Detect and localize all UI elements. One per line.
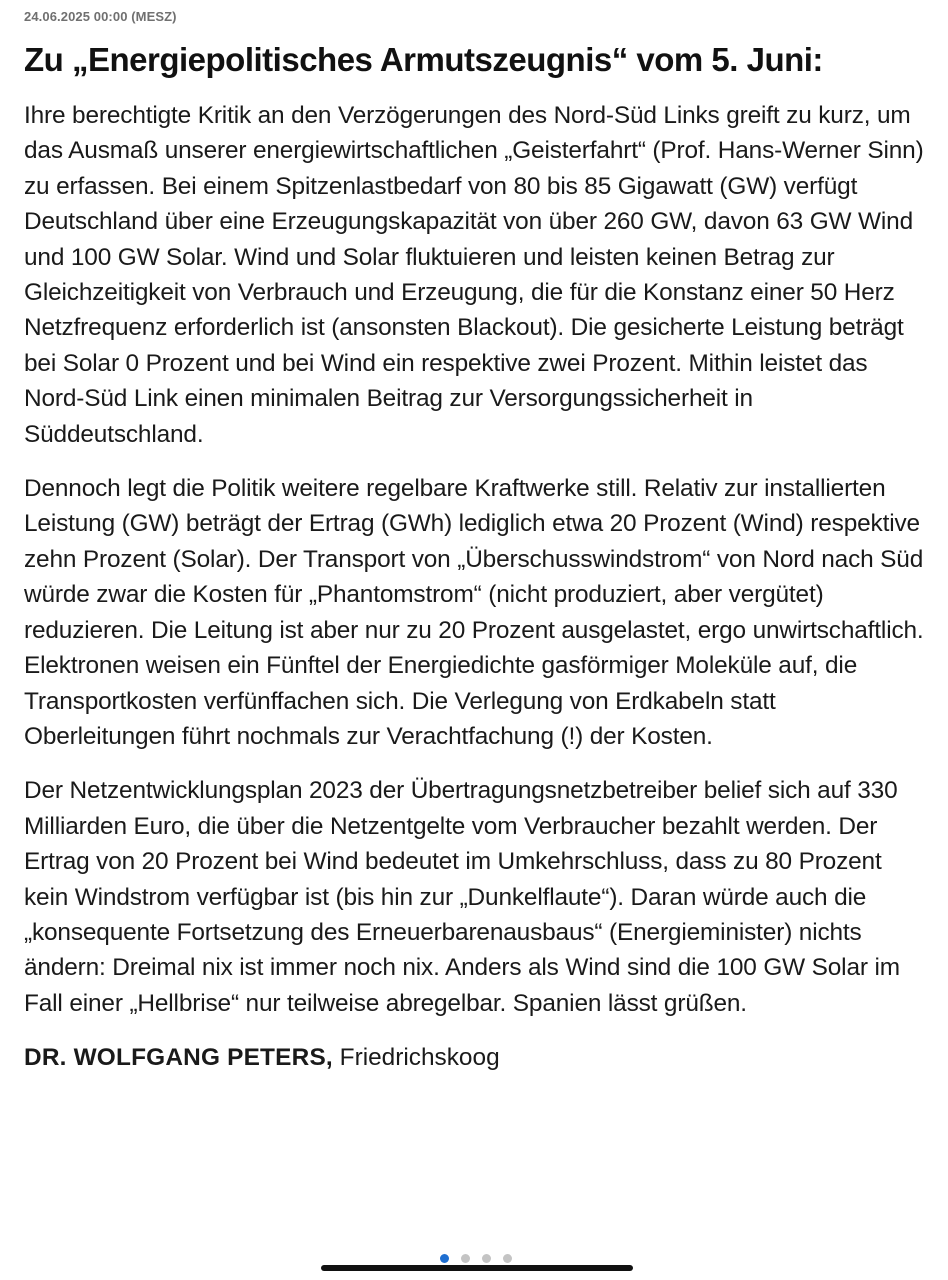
page-indicator[interactable] <box>440 1254 512 1263</box>
article-paragraph-2: Dennoch legt die Politik weitere regelbare Kraftwerke still. Relativ zur installierten Leistung (GW) beträgt der Ertrag (GWh) lediglich etwa 20 Prozent (Wind) respektive zehn Prozent (Solar). Der Transport von „Überschusswindstrom“ von Nord nach Süd würde zwar die Kosten für „Phantomstrom“ (nicht produziert, aber vergütet) reduzieren. Die Leitung ist aber nur zu 20 Prozent ausgelastet, ergo unwirtschaftlich. Elektronen weisen ein Fünftel der Energiedichte gasförmiger Moleküle auf, die Transportkosten verfünffachen sich. Die Verlegung von Erdkabeln statt Oberleitungen führt nochmals zur Verachtfachung (!) der Kosten. <box>24 475 924 750</box>
page-dot-2[interactable] <box>461 1254 470 1263</box>
page-dot-1[interactable] <box>440 1254 449 1263</box>
home-indicator-bar[interactable] <box>321 1265 633 1271</box>
author-signature <box>24 1040 924 1075</box>
page-dot-3[interactable] <box>482 1254 491 1263</box>
article-headline: Zu „Energiepolitisches Armutszeugnis“ vom 5. Juni: <box>24 41 823 78</box>
author-name: DR. WOLFGANG PETERS, <box>24 1044 333 1072</box>
article-paragraph-3: Der Netzentwicklungsplan 2023 der Übertragungsnetzbetreiber belief sich auf 330 Milliarden Euro, die über die Netzentgelte vom Verbraucher bezahlt werden. Der Ertrag von 20 Prozent bei Wind bedeutet im Umkehrschluss, dass zu 80 Prozent kein Windstrom verfügbar ist (bis hin zur „Dunkelflaute“). Daran würde auch die „konsequente Fortsetzung des Erneuerbarenausbaus“ (Energieminister) nichts ändern: Dreimal nix ist immer noch nix. Anders als Wind sind die 100 GW Solar im Fall einer „Hellbrise“ nur teilweise abregelbar. Spanien lässt grüßen. <box>24 777 900 1017</box>
author-location: Friedrichskoog <box>339 1044 500 1072</box>
article-paragraph-1: Ihre berechtigte Kritik an den Verzögerungen des Nord-Süd Links greift zu kurz, um das Ausmaß unserer energiewirtschaftlichen „Geisterfahrt“ (Prof. Hans-Werner Sinn) zu erfassen. Bei einem Spitzenlastbedarf von 80 bis 85 Gigawatt (GW) verfügt Deutschland über eine Erzeugungskapazität von über 260 GW, davon 63 GW Wind und 100 GW Solar. Wind und Solar fluktuieren und leisten keinen Betrag zur Gleichzeitigkeit von Verbrauch und Erzeugung, die für die Konstanz einer 50 Herz Netzfrequenz erforderlich ist (ansonsten Blackout). Die gesicherte Leistung beträgt bei Solar 0 Prozent und bei Wind ein respektive zwei Prozent. Mithin leistet das Nord-Süd Link einen minimalen Beitrag zur Versorgungssicherheit in Süddeutschland. <box>24 102 924 448</box>
article-body <box>24 98 924 1075</box>
page-dot-4[interactable] <box>503 1254 512 1263</box>
article-timestamp: 24.06.2025 00:00 (MESZ) <box>24 9 177 24</box>
